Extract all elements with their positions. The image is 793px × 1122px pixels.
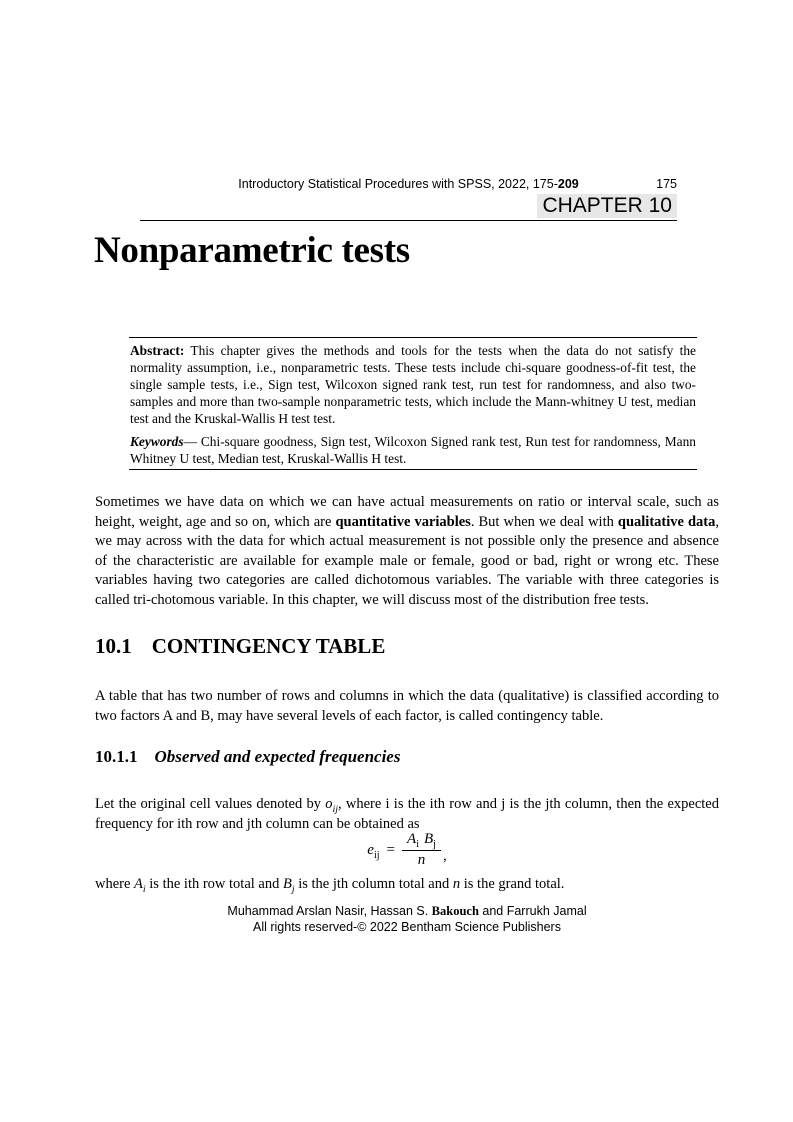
abstract-paragraph: Abstract: This chapter gives the methods and tools for the tests when the data do not satisfy the normality assumption, i.e., nonparametric tests. These tests include chi-square goodness-of-fit test, the single sample tests, i.e., Sign test, Wilcoxon signed rank test, run test for randomness, and also two-samples and more than two-sample nonparametric tests, which include the Mann-whitney U test, median test and the Kruskal-Wallis H test test. (130, 343, 696, 426)
section-title: CONTINGENCY TABLE (151, 634, 386, 658)
footer-authors: Muhammad Arslan Nasir, Hassan S. Bakouch and Farrukh Jamal (227, 904, 587, 918)
contingency-paragraph: A table that has two number of rows and columns in which the data (qualitative) is classified according to two factors A and B, may have several levels of each factor, is called contingency table. (95, 688, 719, 724)
subsection-heading-observed-expected (95, 747, 400, 767)
totals-paragraph: where $A_i$ is the ith row total and $B_j$ is the jth column total and n is the grand total. (95, 876, 565, 895)
keywords-paragraph: Keywords— Chi-square goodness, Sign test, Wilcoxon Signed rank test, Run test for randomness, Mann Whitney U test, Median test, Kruskal-Wallis H test. (130, 434, 696, 466)
expected-frequency-equation (95, 831, 719, 869)
page-number: 175 (656, 177, 677, 191)
subsection-number: 10.1.1 (95, 747, 138, 766)
page-footer (95, 903, 719, 935)
chapter-title: Nonparametric tests (94, 230, 410, 271)
equation-lhs-symbol: e (367, 841, 374, 858)
fraction-numerator (402, 831, 441, 851)
fraction (402, 831, 441, 869)
frequencies-paragraph: Let the original cell values denoted by $o_{ij}$, where i is the ith row and j is the jth column, then the expected frequency for ith row and jth column can be obtained as (95, 796, 719, 832)
running-head-title: Introductory Statistical Procedures with SPSS, 2022, 175-209 (238, 177, 579, 191)
section-heading-contingency-table (95, 634, 385, 658)
fraction-denominator (402, 851, 441, 869)
equation-math (367, 831, 446, 869)
numerator-a: A (407, 831, 417, 847)
subsection-title: Observed and expected frequencies (154, 747, 401, 766)
intro-paragraph: Sometimes we have data on which we can have actual measurements on ratio or interval scale, such as height, weight, age and so on, which are quantitative variables. But when we deal with qualitative data, we may across with the data for which actual measurement is not possible only the presence and absence of the characteristic are available for example male or female, good or bad, right or wrong etc. These variables having two categories are called dichotomous variables. The variable with three categories is called tri-chotomous variable. In this chapter, we will discuss most of the distribution free tests. (95, 494, 720, 608)
numerator-b-subscript: j (433, 839, 436, 850)
section-number: 10.1 (95, 634, 132, 658)
equals-sign: = (386, 841, 396, 858)
abstract-section (129, 337, 697, 470)
running-head (140, 177, 677, 191)
equation-lhs (367, 842, 379, 859)
equation-punctuation: , (442, 847, 447, 864)
footer-rights: All rights reserved-© 2022 Bentham Science Publishers (253, 920, 561, 934)
header-rule (140, 220, 677, 221)
equation-lhs-subscript: ij (373, 849, 380, 861)
numerator-a-subscript: i (416, 839, 419, 850)
denominator-n: n (417, 852, 426, 868)
chapter-badge: CHAPTER 10 (537, 194, 677, 218)
numerator-b: B (423, 831, 434, 847)
